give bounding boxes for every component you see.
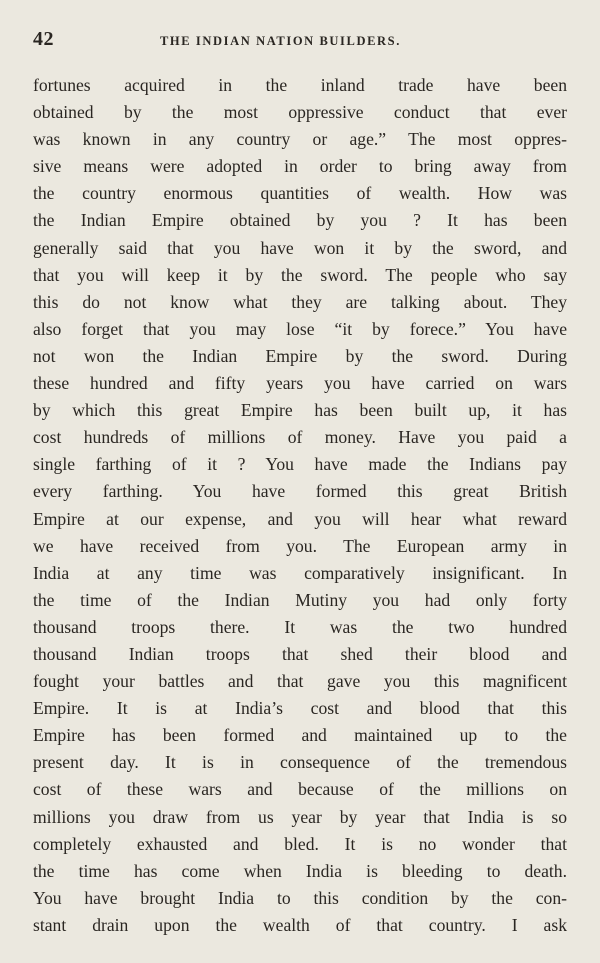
text-line: not won the Indian Empire by the sword. During — [33, 345, 567, 366]
text-line: this do not know what they are talking about. They — [33, 291, 567, 312]
text-line: was known in any country or age.” The most oppres- — [33, 129, 567, 150]
text-line: obtained by the most oppressive conduct that ever — [33, 102, 567, 123]
text-line: Empire at our expense, and you will hear what reward — [33, 508, 567, 529]
text-line: You have brought India to this condition by the con- — [33, 887, 567, 908]
text-line: Empire. It is at India’s cost and blood that this — [33, 698, 567, 719]
text-line: completely exhausted and bled. It is no wonder that — [33, 833, 567, 854]
text-line: the country enormous quantities of wealth. How was — [33, 183, 567, 204]
text-line: Empire has been formed and maintained up to the — [33, 725, 567, 746]
body-text — [33, 72, 567, 939]
text-line: fortunes acquired in the inland trade have been — [33, 75, 567, 95]
text-line: millions you draw from us year by year that India is so — [33, 806, 567, 827]
text-line: thousand troops there. It was the two hundred — [33, 616, 567, 637]
text-line: the time has come when India is bleeding to death. — [33, 860, 567, 881]
text-line: thousand Indian troops that shed their blood and — [33, 643, 567, 664]
text-line: cost of these wars and because of the millions on — [33, 779, 567, 800]
text-line: sive means were adopted in order to bring away from — [33, 156, 567, 177]
text-line: stant drain upon the wealth of that country. I ask — [33, 914, 567, 935]
text-line: that you will keep it by the sword. The people who say — [33, 264, 567, 285]
page-number: 42 — [33, 28, 54, 50]
text-line: the time of the Indian Mutiny you had only forty — [33, 589, 567, 610]
text-line: single farthing of it ? You have made the Indians pay — [33, 454, 567, 475]
running-title: THE INDIAN NATION BUILDERS. — [160, 34, 401, 48]
text-line: present day. It is in consequence of the tremendous — [33, 752, 567, 773]
page-header — [0, 24, 600, 54]
text-line: the Indian Empire obtained by you ? It has been — [33, 210, 567, 231]
text-line: we have received from you. The European army in — [33, 535, 567, 556]
text-line: by which this great Empire has been built up, it has — [33, 400, 567, 421]
text-line: fought your battles and that gave you this magnificent — [33, 671, 567, 692]
text-line: also forget that you may lose “it by forece.” You have — [33, 318, 567, 339]
text-line: every farthing. You have formed this great British — [33, 481, 567, 502]
text-line: India at any time was comparatively insignificant. In — [33, 562, 567, 583]
text-line: generally said that you have won it by the sword, and — [33, 237, 567, 258]
text-line: cost hundreds of millions of money. Have you paid a — [33, 427, 567, 448]
text-line: these hundred and fifty years you have carried on wars — [33, 373, 567, 394]
